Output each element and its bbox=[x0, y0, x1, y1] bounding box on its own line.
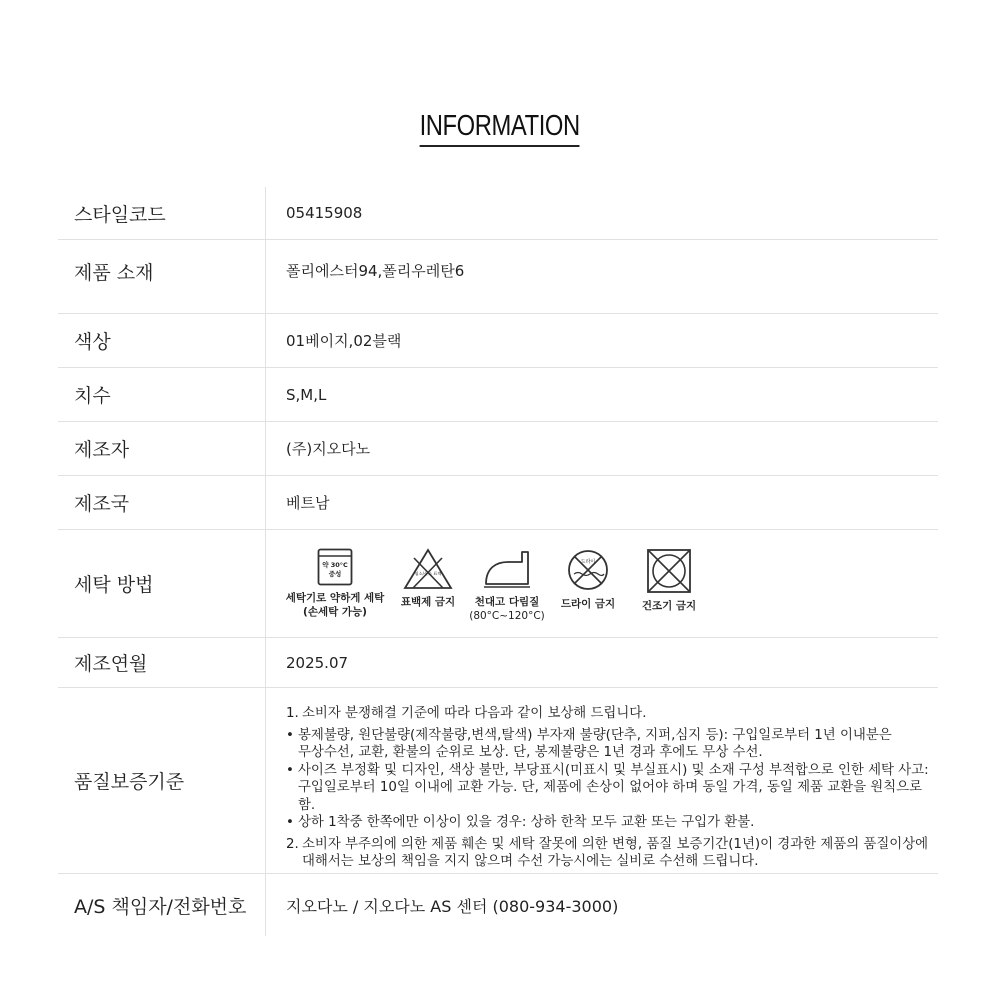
material-value: 폴리에스터94,폴리우레탄6 bbox=[286, 262, 465, 280]
wash-item-no-tumble-dry bbox=[634, 548, 704, 613]
quality-item-2-number: 2. bbox=[286, 836, 299, 852]
material-label: 제품 소재 bbox=[58, 240, 266, 313]
quality-item-1-text: 소비자 분쟁해결 기준에 따라 다음과 같이 보상해 드립니다. bbox=[302, 706, 647, 721]
color-value: 01베이지,02블랙 bbox=[286, 332, 402, 350]
size-value: S,M,L bbox=[286, 385, 327, 404]
washing-label: 세탁 방법 bbox=[58, 530, 266, 637]
date-label: 제조연월 bbox=[58, 638, 266, 687]
bullet-mark: • bbox=[286, 727, 294, 743]
quality-item-2-line-2: 대해서는 보상의 책임을 지지 않으며 수선 가능시에는 실비로 수선해 드립니다. bbox=[302, 854, 759, 869]
quality-item-1-number: 1. bbox=[286, 706, 299, 721]
quality-bullet-2 bbox=[286, 762, 938, 815]
iron-with-cloth-icon bbox=[482, 548, 532, 590]
as-value: 지오다노 / 지오다노 AS 센터 (080-934-3000) bbox=[286, 896, 619, 916]
wash-item-hand-wash bbox=[286, 548, 384, 619]
info-table bbox=[58, 187, 938, 936]
row-country bbox=[58, 476, 938, 530]
wash-item-no-bleach bbox=[396, 548, 460, 609]
hand-wash-caption-sub: (손세탁 가능) bbox=[303, 606, 367, 618]
no-bleach-inner: 염소/산소 표백 bbox=[414, 570, 442, 576]
color-label: 색상 bbox=[58, 314, 266, 367]
hand-wash-temp: 약 30°C bbox=[322, 560, 348, 569]
washing-value bbox=[266, 530, 938, 637]
iron-caption bbox=[469, 595, 545, 623]
wash-item-iron bbox=[469, 548, 545, 623]
bullet-mark: • bbox=[286, 762, 294, 778]
quality-label: 품질보증기준 bbox=[58, 688, 266, 873]
quality-bullet-3 bbox=[286, 814, 938, 832]
iron-caption-main: 천대고 다림질 bbox=[474, 595, 540, 608]
manufacturer-value: (주)지오다노 bbox=[286, 440, 371, 458]
row-material bbox=[58, 240, 938, 314]
page-title: INFORMATION bbox=[420, 110, 580, 147]
wash-item-no-dry-clean bbox=[554, 548, 622, 611]
no-bleach-icon bbox=[403, 548, 453, 590]
quality-bullet-3-text: 상하 1착중 한쪽에만 이상이 있을 경우: 상하 한착 모두 교환 또는 구입가 환불. bbox=[298, 815, 755, 830]
quality-item-2-line-1: 소비자 부주의에 의한 제품 훼손 및 세탁 잘못에 의한 변형, 품질 보증기간(1년)이 경과한 제품의 품질이상에 bbox=[302, 836, 929, 852]
hand-wash-caption bbox=[286, 591, 385, 619]
quality-bullet-2-line-2: 구입일로부터 10일 이내에 교환 가능. 단, 제품에 손상이 없어야 하며 동일 가격, 동일 제품 교환을 원칙으로 함. bbox=[298, 780, 923, 813]
quality-item-2 bbox=[286, 836, 938, 871]
no-dry-clean-icon bbox=[566, 548, 610, 592]
style-code-label: 스타일코드 bbox=[58, 187, 266, 239]
hand-wash-detergent: 중성 bbox=[328, 569, 342, 578]
row-size bbox=[58, 368, 938, 422]
quality-item-1 bbox=[286, 705, 938, 723]
country-label: 제조국 bbox=[58, 476, 266, 529]
quality-text bbox=[286, 705, 938, 871]
no-tumble-dry-icon bbox=[646, 548, 692, 594]
no-bleach-caption: 표백제 금지 bbox=[400, 595, 456, 608]
no-tumble-dry-caption: 건조기 금지 bbox=[641, 599, 697, 612]
row-quality bbox=[58, 688, 938, 874]
row-color bbox=[58, 314, 938, 368]
quality-bullet-1 bbox=[286, 727, 938, 762]
iron-caption-sub: (80°C~120°C) bbox=[469, 610, 545, 622]
title-wrap bbox=[0, 110, 1000, 147]
quality-value bbox=[266, 688, 938, 873]
bullet-mark: • bbox=[286, 815, 294, 830]
hand-wash-icon bbox=[317, 548, 353, 586]
country-value: 베트남 bbox=[286, 494, 330, 512]
size-label: 치수 bbox=[58, 368, 266, 421]
style-code-value: 05415908 bbox=[286, 204, 363, 222]
row-washing bbox=[58, 530, 938, 638]
no-dry-clean-caption: 드라이 금지 bbox=[560, 597, 616, 610]
row-as bbox=[58, 874, 938, 936]
wash-icons bbox=[286, 544, 716, 623]
no-dry-clean-inner: 드라이 bbox=[580, 558, 596, 565]
quality-bullet-1-line-1: 봉제불량, 원단불량(제작불량,변색,탈색) 부자재 불량(단추, 지퍼,심지 등): 구입일로부터 1년 이내분은 bbox=[298, 727, 892, 743]
row-date bbox=[58, 638, 938, 688]
row-manufacturer bbox=[58, 422, 938, 476]
date-value: 2025.07 bbox=[286, 653, 349, 672]
manufacturer-label: 제조자 bbox=[58, 422, 266, 475]
row-style-code bbox=[58, 187, 938, 240]
quality-bullet-1-line-2: 무상수선, 교환, 환불의 순위로 보상. 단, 봉제불량은 1년 경과 후에도 무상 수선. bbox=[298, 745, 763, 760]
quality-bullet-2-line-1: 사이즈 부정확 및 디자인, 색상 불만, 부당표시(미표시 및 부실표시) 및 소재 구성 부적합으로 인한 세탁 사고: bbox=[298, 762, 929, 778]
hand-wash-caption-main: 세탁기로 약하게 세탁 bbox=[285, 591, 385, 604]
as-label: A/S 책임자/전화번호 bbox=[58, 874, 266, 936]
